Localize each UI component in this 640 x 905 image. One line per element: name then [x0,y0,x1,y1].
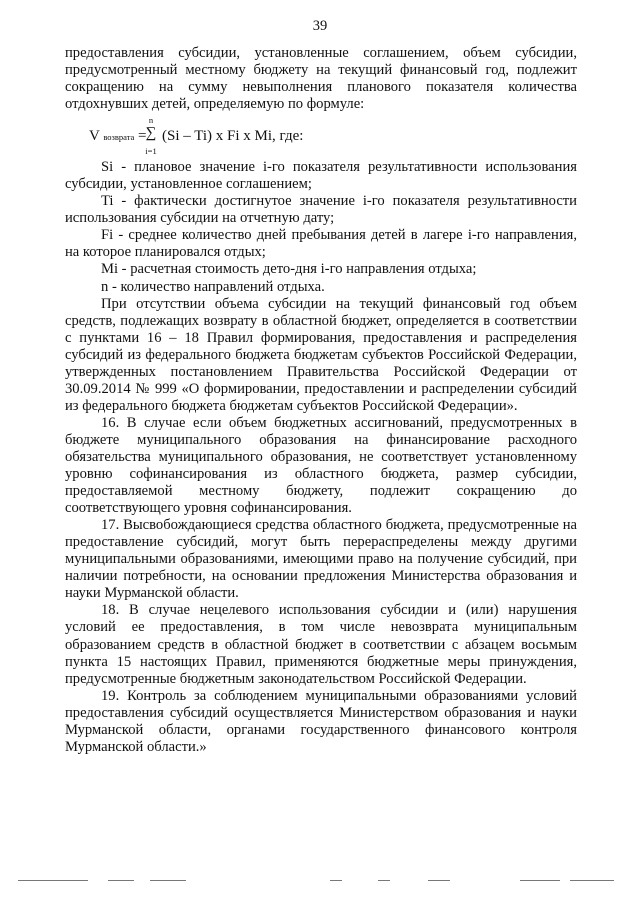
footer-rule-segment [520,880,560,881]
document-body [65,45,577,756]
page-number: 39 [312,18,328,34]
footer-rule-segment [108,880,134,881]
definition-m: Mi - расчетная стоимость дето-дня i-го направления отдыха; [101,261,477,278]
footer-rule-segment [428,880,450,881]
paragraph-16: 16. В случае если объем бюджетных ассигнований, предусмотренных в бюджете муниципального образования на финансирование расходного обязательства муниципального образования, не соответствует установленному уровню софинансирования из областного бюджета, размер субсидии, предоставляемой местному бюджету, подлежит сокращению до соответствующего уровня софинансирования. [65,414,577,517]
paragraph-17: 17. Высвобождающиеся средства областного бюджета, предусмотренные на предоставление субсидий, могут быть перераспределены между другими муниципальными образованиями, имеющими право на получение субсидий, при наличии потребности, на основании предложения Министерства образования и науки Мурманской области. [65,517,577,602]
sum-upper-limit: n [148,115,154,126]
formula-rhs: (Si – Ti) x Fi x Mi, где: [162,128,304,145]
definition-s: Si - плановое значение i-го показателя результативности использования субсидии, установленное соглашением; [65,159,577,193]
definition-f: Fi - среднее количество дней пребывания детей в лагере i-го направления, на которое планировался отдых; [65,227,577,261]
formula-lhs [89,128,147,146]
formula-equals: = [138,128,147,145]
footer-rule-segment [330,880,342,881]
footer-rule-segment [378,880,390,881]
formula [65,113,577,159]
intro-paragraph: предоставления субсидии, установленные соглашением, объем субсидии, предусмотренный местному бюджету на текущий финансовый год, подлежит сокращению на сумму невыполнения планового показателя количества отдохнувших детей, определяемую по формуле: [65,45,577,113]
definition-t: Ti - фактически достигнутое значение i-го показателя результативности использования субсидии на отчетную дату; [65,193,577,227]
footer-rule [0,880,640,886]
definition-n: n - количество направлений отдыха. [101,278,325,295]
sum-lower-limit: i=1 [145,146,157,157]
formula-lhs-sub: возврата [103,132,135,143]
paragraph-no-subsidy: При отсутствии объема субсидии на текущий финансовый год объем средств, подлежащих возврату в областной бюджет, определяется в соответствии с пунктами 16 – 18 Правил формирования, предоставления и распределения субсидий из федерального бюджета бюджетам субъектов Российской Федерации, утвержденных постановлением Правительства Российской Федерации от 30.09.2014 № 999 «О формировании, предоставлении и распределении субсидий из федерального бюджета бюджетам субъектов Российской Федерации». [65,295,577,414]
footer-rule-segment [150,880,186,881]
footer-rule-segment [570,880,614,881]
footer-rule-segment [18,880,88,881]
paragraph-18: 18. В случае нецелевого использования субсидии и (или) нарушения условий ее предоставления, в том числе невозврата муниципальным образованием средств в областной бюджет в соответствии с абзацем восьмым пункта 15 настоящих Правил, применяются бюджетные меры принуждения, предусмотренные бюджетным законодательством Российской Федерации. [65,602,577,687]
sum-symbol: ∑ [145,125,157,142]
formula-lhs-var: V [89,128,100,145]
paragraph-19: 19. Контроль за соблюдением муниципальными образованиями условий предоставления субсидий осуществляется Министерством образования и науки Мурманской области, органами государственного финансового контроля Мурманской области.» [65,687,577,755]
